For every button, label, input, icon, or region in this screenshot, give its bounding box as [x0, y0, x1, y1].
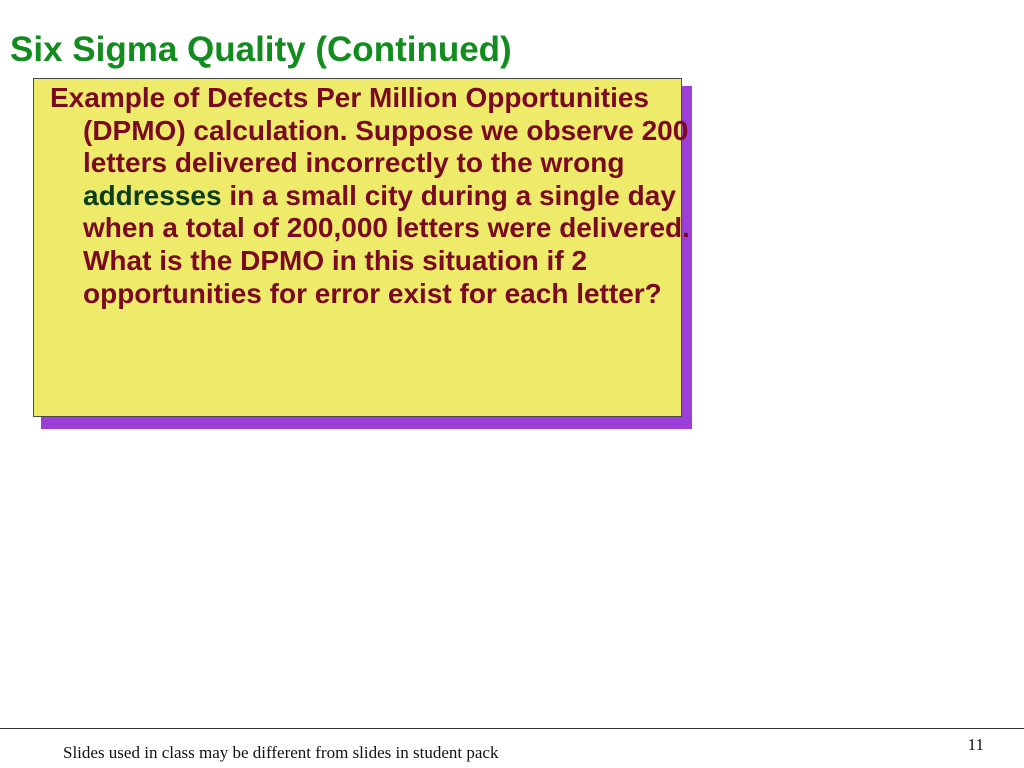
- slide-title: Six Sigma Quality (Continued): [10, 30, 512, 69]
- footer-note: Slides used in class may be different from slides in student pack: [63, 743, 499, 762]
- callout-text-before: Example of Defects Per Million Opportunities (DPMO) calculation. Suppose we observe 200 letters delivered incorrectly to the wrong: [50, 82, 689, 179]
- page-number: 11: [967, 735, 984, 754]
- callout-text-after: in a small city during a single day when a total of 200,000 letters were delivered. What is the DPMO in this situation if 2 opportunities for error exist for each letter?: [83, 179, 690, 309]
- footer-divider: [0, 728, 1024, 729]
- callout-keyword: addresses: [83, 179, 222, 211]
- callout-text: [50, 82, 703, 310]
